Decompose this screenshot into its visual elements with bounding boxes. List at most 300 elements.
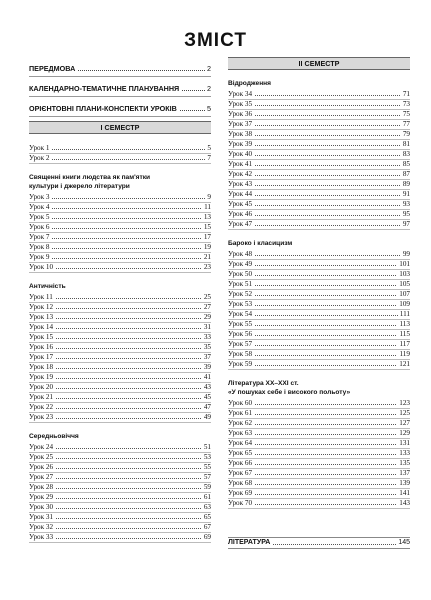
lesson-row[interactable] [29,413,211,423]
entry-label: Урок 27 [29,473,54,481]
entry-page: 2 [207,84,211,93]
entry-page: 77 [402,120,410,128]
entry-label: Урок 17 [29,353,54,361]
entry-label: Урок 68 [228,479,253,487]
entry-page: 17 [203,233,211,241]
entry-label: Урок 29 [29,493,54,501]
section-heading-line: Бароко і класицизм [228,240,293,247]
lesson-row[interactable] [29,144,211,154]
lesson-row[interactable] [29,363,211,373]
lesson-row[interactable] [228,200,410,210]
entry-page: 115 [399,330,410,338]
lesson-row[interactable] [228,140,410,150]
entry-label: Урок 32 [29,523,54,531]
section-heading-line: «У пошуках себе і високого польоту» [228,389,351,396]
entry-page: 85 [402,160,410,168]
entry-label: Урок 7 [29,233,50,241]
section-heading-line: Античність [29,283,66,290]
entry-label: Урок 55 [228,320,253,328]
lesson-row[interactable] [228,439,410,449]
entry-label: Урок 70 [228,499,253,507]
leader-dots [228,474,410,475]
entry-label: Урок 16 [29,343,54,351]
entry-page: 51 [203,443,211,451]
entry-label: Урок 37 [228,120,253,128]
toc-entry-literature[interactable] [228,537,410,549]
lesson-row[interactable] [29,393,211,403]
lesson-row[interactable] [228,449,410,459]
lesson-row[interactable] [29,293,211,303]
lesson-row[interactable] [29,223,211,233]
entry-page: 37 [203,353,211,361]
leader-dots [228,404,410,405]
leader-dots [228,215,410,216]
lesson-row[interactable] [29,243,211,253]
lesson-row[interactable] [29,303,211,313]
section-heading [228,377,410,399]
section-heading-line: Священні книги людства як пам'ятки [29,174,151,181]
lesson-row[interactable] [228,399,410,409]
section-heading [228,237,410,250]
lesson-row[interactable] [228,479,410,489]
lesson-row[interactable] [228,350,410,360]
entry-page: 125 [399,409,410,417]
entry-page: 89 [402,180,410,188]
entry-label: Урок 1 [29,144,50,152]
lesson-row[interactable] [228,150,410,160]
lesson-row[interactable] [228,90,410,100]
leader-dots [29,348,211,349]
leader-dots [228,295,410,296]
entry-page: 11 [204,203,211,211]
entry-label: Урок 20 [29,383,54,391]
lesson-row[interactable] [29,513,211,523]
lesson-row[interactable] [228,459,410,469]
entry-page: 25 [203,293,211,301]
lesson-row[interactable] [228,170,410,180]
toc-section [228,237,410,370]
entry-page: 97 [402,220,410,228]
lesson-row[interactable] [29,483,211,493]
lesson-row[interactable] [228,310,410,320]
entry-page: 65 [203,513,211,521]
entry-page: 133 [399,449,410,457]
page-title: ЗМІСТ [184,30,247,51]
lesson-row[interactable] [29,503,211,513]
entry-label: Урок 26 [29,463,54,471]
entry-label: Урок 50 [228,270,253,278]
entry-page: 69 [203,533,211,541]
entry-page: 27 [203,303,211,311]
entry-page: 101 [399,260,410,268]
lesson-row[interactable] [228,419,410,429]
leader-dots [29,248,211,249]
entry-label: Урок 58 [228,350,253,358]
leader-dots [29,538,211,539]
lesson-row[interactable] [29,373,211,383]
entry-label: Урок 14 [29,323,54,331]
lesson-row[interactable] [228,110,410,120]
entry-page: 99 [402,250,410,258]
entry-page: 135 [399,459,410,467]
entry-label: Урок 22 [29,403,54,411]
entry-page: 31 [203,323,211,331]
entry-label: Урок 24 [29,443,54,451]
entry-label: Урок 36 [228,110,253,118]
leader-dots [29,328,211,329]
entry-page: 87 [402,170,410,178]
entry-label: Урок 23 [29,413,54,421]
entry-page: 71 [402,90,410,98]
entry-page: 35 [203,343,211,351]
entry-page: 107 [399,290,410,298]
entry-label: Урок 35 [228,100,253,108]
entry-page: 81 [402,140,410,148]
leader-dots [228,265,410,266]
lesson-row[interactable] [29,323,211,333]
lesson-row[interactable] [29,203,211,213]
lesson-row[interactable] [29,253,211,263]
leader-dots [29,388,211,389]
entry-label: Урок 5 [29,213,50,221]
leader-dots [228,165,410,166]
lesson-row[interactable] [228,250,410,260]
entry-page: 59 [203,483,211,491]
entry-label: Урок 8 [29,243,50,251]
lesson-row[interactable] [228,300,410,310]
entry-page: 109 [399,300,410,308]
leader-dots [29,458,211,459]
leader-dots [228,444,410,445]
lesson-row[interactable] [228,489,410,499]
leader-dots [29,448,211,449]
lesson-row[interactable] [228,340,410,350]
entry-label: Урок 31 [29,513,54,521]
leader-dots [228,424,410,425]
lesson-row[interactable] [228,330,410,340]
entry-label: ПЕРЕДМОВА [29,64,76,73]
leader-dots [29,478,211,479]
entry-label: Урок 46 [228,210,253,218]
leader-dots [29,468,211,469]
leader-dots [29,518,211,519]
leader-dots [29,159,211,160]
entry-label: Урок 48 [228,250,253,258]
lesson-row[interactable] [228,120,410,130]
leader-dots [29,258,211,259]
lesson-row[interactable] [29,263,211,273]
lesson-row[interactable] [228,499,410,509]
entry-label: Урок 30 [29,503,54,511]
leader-dots [228,195,410,196]
lesson-row[interactable] [29,453,211,463]
entry-label: Урок 43 [228,180,253,188]
entry-page: 41 [203,373,211,381]
leader-dots [228,115,410,116]
leader-dots [228,105,410,106]
leader-dots [228,315,410,316]
leader-dots [228,345,410,346]
toc-entry-front[interactable] [29,77,211,97]
entry-label: Урок 67 [228,469,253,477]
entry-label: Урок 6 [29,223,50,231]
left-column [29,57,211,543]
entry-page: 91 [402,190,410,198]
entry-page: 105 [399,280,410,288]
entry-page: 143 [399,499,410,507]
entry-page: 55 [203,463,211,471]
lesson-row[interactable] [228,280,410,290]
lesson-row[interactable] [228,260,410,270]
entry-label: Урок 54 [228,310,253,318]
front-matter-list [29,57,211,117]
lesson-row[interactable] [29,403,211,413]
leader-dots [29,488,211,489]
entry-page: 39 [203,363,211,371]
entry-label: Урок 42 [228,170,253,178]
entry-page: 123 [399,399,410,407]
lesson-row[interactable] [29,383,211,393]
lesson-row[interactable] [29,313,211,323]
leader-dots [29,508,211,509]
lesson-row[interactable] [29,233,211,243]
entry-page: 15 [203,223,211,231]
entry-label: Урок 59 [228,360,253,368]
entry-page: 127 [399,419,410,427]
leader-dots [29,528,211,529]
entry-label: Урок 51 [228,280,253,288]
entry-label: Урок 44 [228,190,253,198]
entry-page: 43 [203,383,211,391]
right-sections [228,77,410,509]
toc-section [228,377,410,509]
entry-label: Урок 56 [228,330,253,338]
entry-page: 129 [399,429,410,437]
leader-dots [228,365,410,366]
leader-dots [29,398,211,399]
section-heading [29,280,211,293]
toc-section [29,171,211,273]
entry-page: 9 [207,193,211,201]
lesson-row[interactable] [29,463,211,473]
entry-label: Урок 15 [29,333,54,341]
leader-dots [228,285,410,286]
leader-dots [228,95,410,96]
lesson-row[interactable] [228,220,410,230]
lesson-row[interactable] [228,360,410,370]
leader-dots [228,205,410,206]
entry-page: 141 [399,489,410,497]
entry-page: 103 [399,270,410,278]
leader-dots [228,305,410,306]
semester-1-header: I СЕМЕСТР [29,121,211,134]
leader-dots [29,368,211,369]
entry-page: 61 [203,493,211,501]
lesson-row[interactable] [228,469,410,479]
lesson-row[interactable] [29,193,211,203]
leader-dots [29,338,211,339]
lesson-row[interactable] [29,213,211,223]
entry-page: 2 [207,64,211,73]
entry-label: Урок 34 [228,90,253,98]
section-heading [29,171,211,193]
entry-page: 45 [203,393,211,401]
leader-dots [29,358,211,359]
entry-label: КАЛЕНДАРНО-ТЕМАТИЧНЕ ПЛАНУВАННЯ [29,84,180,93]
lesson-row[interactable] [228,429,410,439]
leader-dots [228,125,410,126]
entry-label: Урок 4 [29,203,50,211]
lesson-row[interactable] [29,443,211,453]
entry-label: Урок 60 [228,399,253,407]
entry-page: 47 [203,403,211,411]
entry-page: 145 [398,539,410,546]
entry-label: Урок 69 [228,489,253,497]
toc-entry-front[interactable] [29,57,211,77]
entry-label: Урок 64 [228,439,253,447]
entry-label: Урок 53 [228,300,253,308]
lesson-row[interactable] [228,100,410,110]
leader-dots [228,325,410,326]
entry-label: Урок 61 [228,409,253,417]
lesson-row[interactable] [29,493,211,503]
leader-dots [228,155,410,156]
entry-page: 121 [399,360,410,368]
entry-label: Урок 66 [228,459,253,467]
entry-page: 131 [399,439,410,447]
lesson-row[interactable] [228,320,410,330]
entry-label: Урок 19 [29,373,54,381]
lesson-row[interactable] [228,270,410,280]
lesson-row[interactable] [29,333,211,343]
entry-page: 139 [399,479,410,487]
entry-page: 5 [207,144,211,152]
leader-dots [228,225,410,226]
lesson-row[interactable] [228,210,410,220]
entry-label: Урок 21 [29,393,54,401]
leader-dots [29,378,211,379]
section-heading-line: Середньовіччя [29,433,79,440]
entry-page: 119 [399,350,410,358]
toc-section [29,430,211,543]
entry-label: Урок 25 [29,453,54,461]
entry-label: Урок 57 [228,340,253,348]
entry-label: Урок 33 [29,533,54,541]
entry-page: 63 [203,503,211,511]
leader-dots [228,355,410,356]
leader-dots [29,318,211,319]
right-column [228,57,410,549]
entry-label: Урок 41 [228,160,253,168]
entry-page: 7 [207,154,211,162]
leader-dots [228,464,410,465]
leader-dots [228,275,410,276]
entry-label: Урок 63 [228,429,253,437]
entry-label: Урок 13 [29,313,54,321]
entry-label: Урок 18 [29,363,54,371]
leader-dots [228,175,410,176]
lesson-row[interactable] [228,160,410,170]
lesson-row[interactable] [29,473,211,483]
leader-dots [228,504,410,505]
entry-page: 113 [399,320,410,328]
lesson-row[interactable] [29,343,211,353]
entry-label: Урок 45 [228,200,253,208]
entry-label: Урок 52 [228,290,253,298]
entry-label: Урок 11 [29,293,53,301]
entry-label: Урок 39 [228,140,253,148]
entry-page: 73 [402,100,410,108]
lesson-row[interactable] [228,409,410,419]
entry-page: 95 [402,210,410,218]
entry-page: 29 [203,313,211,321]
leader-dots [228,494,410,495]
lesson-row[interactable] [228,130,410,140]
leader-dots [29,198,211,199]
leader-dots [29,268,211,269]
lesson-row[interactable] [228,290,410,300]
entry-label: Урок 3 [29,193,50,201]
entry-label: Урок 65 [228,449,253,457]
toc-entry-front[interactable] [29,97,211,117]
leader-dots [228,484,410,485]
lesson-row[interactable] [29,523,211,533]
entry-page: 49 [203,413,211,421]
entry-label: Урок 49 [228,260,253,268]
lesson-row[interactable] [228,190,410,200]
entry-page: 19 [203,243,211,251]
intro-lessons-list [29,144,211,164]
leader-dots [29,298,211,299]
entry-page: 67 [203,523,211,531]
entry-label: Урок 2 [29,154,50,162]
entry-page: 137 [399,469,410,477]
leader-dots [228,255,410,256]
leader-dots [29,408,211,409]
leader-dots [228,185,410,186]
entry-label: Урок 47 [228,220,253,228]
entry-page: 111 [399,310,410,318]
leader-dots [228,335,410,336]
leader-dots [29,228,211,229]
semester-2-header: II СЕМЕСТР [228,57,410,70]
leader-dots [29,238,211,239]
lesson-row[interactable] [29,353,211,363]
leader-dots [228,414,410,415]
entry-page: 57 [203,473,211,481]
entry-label: Урок 62 [228,419,253,427]
toc-section [29,280,211,423]
entry-page: 23 [203,263,211,271]
entry-label: Урок 10 [29,263,54,271]
section-heading-line: Література ХХ–ХХІ ст. [228,380,299,387]
entry-page: 21 [203,253,211,261]
leader-dots [29,218,211,219]
entry-page: 33 [203,333,211,341]
entry-page: 75 [402,110,410,118]
lesson-row[interactable] [228,180,410,190]
entry-page: 13 [203,213,211,221]
entry-label: ЛІТЕРАТУРА [228,539,271,546]
entry-label: Урок 12 [29,303,54,311]
section-heading [29,430,211,443]
lesson-row[interactable] [29,533,211,543]
leader-dots [228,135,410,136]
leader-dots [228,454,410,455]
section-heading [228,77,410,90]
lesson-row[interactable] [29,154,211,164]
entry-label: Урок 28 [29,483,54,491]
